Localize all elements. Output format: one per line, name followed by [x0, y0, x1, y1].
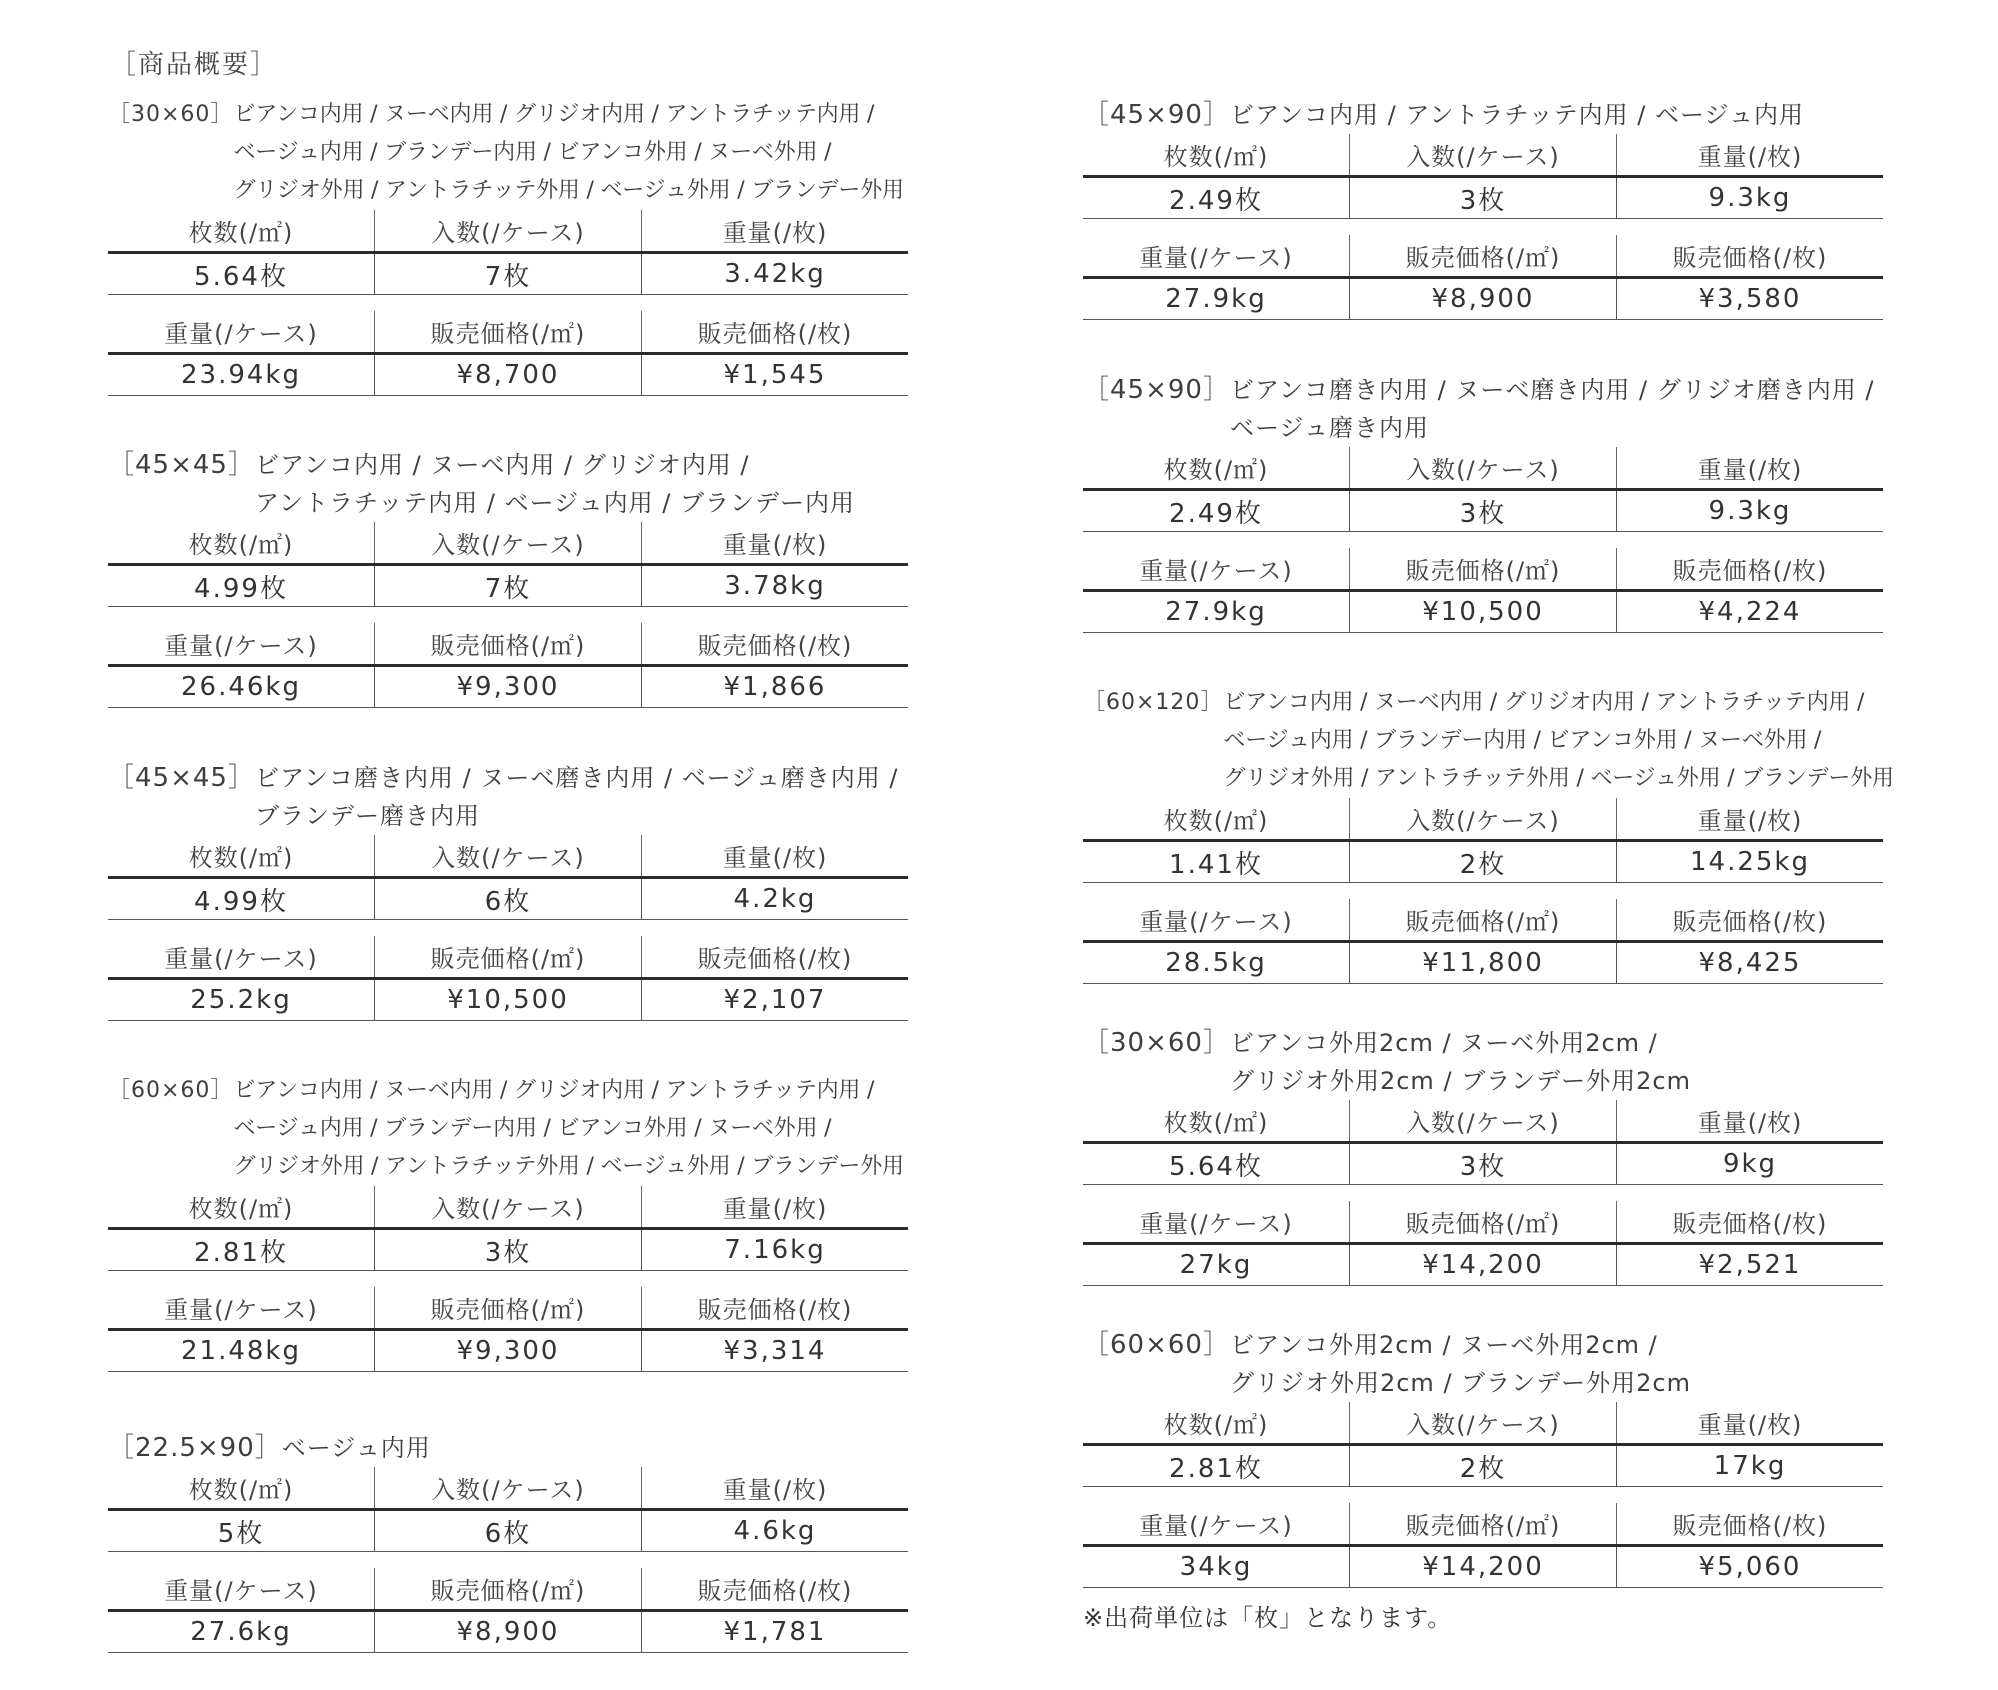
product-types [1230, 1326, 1883, 1402]
table-cell: 17kg [1616, 1446, 1883, 1486]
table-cell: 34kg [1179, 1552, 1253, 1582]
column-header: 販売価格(/㎡) [1349, 548, 1616, 589]
table-header-row [108, 1287, 908, 1328]
table-cell: 5枚 [217, 1518, 265, 1549]
product-types [1230, 96, 1883, 134]
column-header: 販売価格(/枚) [1616, 548, 1883, 589]
table-header-row [108, 1568, 908, 1609]
table-cell: ¥14,200 [1349, 1245, 1616, 1285]
product-type-line: ビアンコ内用 / ヌーベ内用 / グリジオ内用 / アントラチッテ内用 / [233, 102, 875, 127]
table-cell: 2.49枚 [1169, 498, 1263, 529]
table-cell: ¥9,300 [374, 1331, 641, 1371]
table-cell: ¥3,314 [641, 1331, 908, 1371]
column-header: 枚数(/㎡) [1163, 1109, 1269, 1137]
table-cell: 27kg [1179, 1250, 1253, 1280]
product-type-line: ビアンコ内用 / ヌーベ内用 / グリジオ内用 / アントラチッテ内用 / [1223, 690, 1865, 715]
column-header: 重量(/ケース) [164, 1577, 318, 1605]
column-header: 販売価格(/枚) [641, 623, 908, 664]
column-header: 重量(/ケース) [164, 320, 318, 348]
table-row [1083, 175, 1883, 219]
table-header-row [1083, 1402, 1883, 1443]
table-cell: 2.81枚 [194, 1237, 288, 1268]
column-header: 重量(/ケース) [1139, 1210, 1293, 1238]
table-cell: 4.99枚 [194, 573, 288, 604]
table-cell: 6枚 [374, 1511, 641, 1551]
column-header: 重量(/ケース) [1139, 244, 1293, 272]
column-header: 販売価格(/㎡) [374, 311, 641, 352]
column-header: 重量(/ケース) [1139, 1512, 1293, 1540]
column-header: 重量(/枚) [641, 210, 908, 251]
table-cell: ¥8,700 [374, 355, 641, 395]
table-cell: 4.99枚 [194, 886, 288, 917]
column-header: 入数(/ケース) [1349, 134, 1616, 175]
table-cell: ¥1,866 [641, 667, 908, 707]
size-label: ［45×45］ [108, 450, 255, 480]
column-header: 重量(/枚) [1616, 447, 1883, 488]
row-spacer [108, 295, 908, 311]
column-header: 販売価格(/枚) [641, 1568, 908, 1609]
table-row [1083, 839, 1883, 883]
product-heading [108, 446, 908, 522]
column-header: 販売価格(/㎡) [374, 1568, 641, 1609]
column-header: 入数(/ケース) [374, 1467, 641, 1508]
table-row [1083, 589, 1883, 633]
product-type-line: ビアンコ磨き内用 / ヌーベ磨き内用 / グリジオ磨き内用 / [1229, 376, 1875, 404]
column-header: 枚数(/㎡) [188, 219, 294, 247]
table-cell: ¥2,107 [641, 980, 908, 1020]
table-header-row [108, 936, 908, 977]
product-block [1083, 371, 1883, 633]
size-label: ［30×60］ [1083, 1028, 1230, 1058]
row-spacer [108, 607, 908, 623]
table-header-row [1083, 1201, 1883, 1242]
table-cell: 5.64枚 [1169, 1151, 1263, 1182]
product-type-line: グリジオ外用 / アントラチッテ外用 / ベージュ外用 / ブランデー外用 [233, 178, 904, 203]
column-header: 販売価格(/㎡) [1349, 899, 1616, 940]
product-type-line: グリジオ外用 / アントラチッテ外用 / ベージュ外用 / ブランデー外用 [233, 1154, 904, 1179]
table-cell: 25.2kg [190, 985, 292, 1015]
column-header: 重量(/枚) [641, 835, 908, 876]
row-spacer [1083, 219, 1883, 235]
table-header-row [1083, 798, 1883, 839]
table-cell: 7枚 [374, 254, 641, 294]
table-cell: 7枚 [374, 566, 641, 606]
table-cell: 9.3kg [1616, 491, 1883, 531]
product-type-line: ベージュ内用 [281, 1434, 431, 1462]
table-header-row [108, 522, 908, 563]
size-label: ［60×120］ [1083, 690, 1224, 715]
table-cell: 2枚 [1349, 1446, 1616, 1486]
product-type-line: グリジオ外用2cm / ブランデー外用2cm [1229, 1067, 1691, 1095]
table-row [108, 1508, 908, 1552]
column-header: 重量(/ケース) [1139, 557, 1293, 585]
table-cell: ¥8,425 [1616, 943, 1883, 983]
column-header: 枚数(/㎡) [1163, 456, 1269, 484]
product-type-line: ベージュ内用 / ブランデー内用 / ビアンコ外用 / ヌーベ外用 / [1223, 728, 1822, 753]
table-cell: 4.6kg [641, 1511, 908, 1551]
table-cell: ¥3,580 [1616, 279, 1883, 319]
row-spacer [1083, 1487, 1883, 1503]
product-heading [108, 759, 908, 835]
column-header: 重量(/ケース) [164, 945, 318, 973]
size-label: ［22.5×90］ [108, 1433, 282, 1463]
product-types [255, 446, 908, 522]
table-row [108, 1227, 908, 1271]
column-header: 重量(/枚) [641, 1186, 908, 1227]
product-types [1223, 684, 1893, 798]
table-header-row [108, 311, 908, 352]
column-header: 販売価格(/枚) [641, 1287, 908, 1328]
table-cell: ¥5,060 [1616, 1547, 1883, 1587]
table-cell: 3枚 [1349, 491, 1616, 531]
product-block [108, 759, 908, 1021]
product-types [233, 96, 908, 210]
table-cell: 27.9kg [1165, 284, 1267, 314]
column-header: 販売価格(/枚) [641, 311, 908, 352]
product-type-line: ビアンコ内用 / ヌーベ内用 / グリジオ内用 / [254, 451, 750, 479]
table-row [108, 1328, 908, 1372]
table-row [108, 977, 908, 1021]
table-cell: 28.5kg [1165, 948, 1267, 978]
table-row [108, 876, 908, 920]
size-label: ［45×90］ [1083, 100, 1230, 130]
table-header-row [108, 1186, 908, 1227]
table-cell: 21.48kg [181, 1336, 301, 1366]
column-header: 入数(/ケース) [374, 1186, 641, 1227]
product-types [1230, 371, 1883, 447]
column-header: 重量(/枚) [641, 522, 908, 563]
table-cell: ¥2,521 [1616, 1245, 1883, 1285]
column-header: 販売価格(/㎡) [1349, 1201, 1616, 1242]
size-label: ［45×45］ [108, 763, 255, 793]
table-row [108, 352, 908, 396]
table-cell: 2枚 [1349, 842, 1616, 882]
table-row [108, 251, 908, 295]
table-cell: ¥1,781 [641, 1612, 908, 1652]
column-header: 重量(/ケース) [164, 1296, 318, 1324]
table-row [1083, 940, 1883, 984]
table-cell: ¥10,500 [374, 980, 641, 1020]
column-header: 入数(/ケース) [374, 210, 641, 251]
product-heading [1083, 684, 1894, 798]
product-types [255, 759, 908, 835]
table-row [1083, 276, 1883, 320]
table-cell: 9.3kg [1616, 178, 1883, 218]
table-cell: 3.78kg [641, 566, 908, 606]
column-header: 販売価格(/枚) [1616, 899, 1883, 940]
table-header-row [1083, 899, 1883, 940]
table-cell: 3.42kg [641, 254, 908, 294]
row-spacer [1083, 532, 1883, 548]
product-type-line: ビアンコ外用2cm / ヌーベ外用2cm / [1229, 1029, 1658, 1057]
product-block [108, 1072, 908, 1372]
size-label: ［60×60］ [108, 1078, 234, 1103]
table-row [1083, 1443, 1883, 1487]
table-cell: ¥9,300 [374, 667, 641, 707]
product-block [1083, 1024, 1883, 1286]
column-header: 入数(/ケース) [1349, 1100, 1616, 1141]
product-type-line: ベージュ磨き内用 [1229, 414, 1430, 442]
row-spacer [1083, 883, 1883, 899]
product-block [108, 446, 908, 708]
column-header: 重量(/枚) [1616, 798, 1883, 839]
product-type-line: ビアンコ磨き内用 / ヌーベ磨き内用 / ベージュ磨き内用 / [254, 764, 899, 792]
column-header: 販売価格(/㎡) [374, 623, 641, 664]
product-type-line: ベージュ内用 / ブランデー内用 / ビアンコ外用 / ヌーベ外用 / [233, 140, 832, 165]
product-heading [1083, 371, 1883, 447]
column-header: 重量(/枚) [1616, 134, 1883, 175]
table-cell: 14.25kg [1616, 842, 1883, 882]
table-cell: 3枚 [1349, 1144, 1616, 1184]
page-title: ［商品概要］ [110, 50, 279, 80]
product-type-line: グリジオ外用2cm / ブランデー外用2cm [1229, 1369, 1691, 1397]
product-type-line: アントラチッテ内用 / ベージュ内用 / ブランデー内用 [254, 489, 856, 517]
table-row [1083, 1544, 1883, 1588]
table-header-row [1083, 447, 1883, 488]
product-types [1230, 1024, 1883, 1100]
column-header: 重量(/枚) [641, 1467, 908, 1508]
column-header: 販売価格(/㎡) [1349, 1503, 1616, 1544]
size-label: ［30×60］ [108, 102, 234, 127]
product-type-line: ブランデー磨き内用 [254, 802, 480, 830]
table-cell: 23.94kg [181, 360, 301, 390]
column-header: 枚数(/㎡) [188, 531, 294, 559]
column-header: 重量(/ケース) [1139, 908, 1293, 936]
product-heading [1083, 1024, 1883, 1100]
table-cell: 5.64枚 [194, 261, 288, 292]
footnote: ※出荷単位は「枚」となります。 [1083, 1604, 1453, 1632]
column-header: 販売価格(/枚) [641, 936, 908, 977]
row-spacer [108, 1271, 908, 1287]
table-cell: 4.2kg [641, 879, 908, 919]
size-label: ［60×60］ [1083, 1330, 1230, 1360]
table-row [108, 563, 908, 607]
column-header: 入数(/ケース) [1349, 447, 1616, 488]
table-header-row [108, 1467, 908, 1508]
table-cell: 2.81枚 [1169, 1453, 1263, 1484]
column-header: 枚数(/㎡) [188, 844, 294, 872]
table-row [108, 664, 908, 708]
column-header: 販売価格(/枚) [1616, 1503, 1883, 1544]
table-cell: 3枚 [374, 1230, 641, 1270]
column-header: 入数(/ケース) [1349, 798, 1616, 839]
column-header: 枚数(/㎡) [188, 1476, 294, 1504]
row-spacer [108, 1552, 908, 1568]
table-cell: ¥10,500 [1349, 592, 1616, 632]
table-cell: 3枚 [1349, 178, 1616, 218]
column-header: 販売価格(/㎡) [374, 936, 641, 977]
product-heading [108, 1429, 908, 1467]
product-type-line: ベージュ内用 / ブランデー内用 / ビアンコ外用 / ヌーベ外用 / [233, 1116, 832, 1141]
product-block [1083, 96, 1883, 320]
table-row [1083, 1141, 1883, 1185]
column-header: 入数(/ケース) [374, 522, 641, 563]
column-header: 重量(/枚) [1616, 1100, 1883, 1141]
table-row [1083, 488, 1883, 532]
column-header: 重量(/枚) [1616, 1402, 1883, 1443]
table-cell: ¥14,200 [1349, 1547, 1616, 1587]
table-row [1083, 1242, 1883, 1286]
product-types [233, 1072, 908, 1186]
product-type-line: ビアンコ内用 / アントラチッテ内用 / ベージュ内用 [1229, 101, 1805, 129]
table-cell: ¥8,900 [1349, 279, 1616, 319]
table-header-row [108, 210, 908, 251]
table-header-row [1083, 235, 1883, 276]
product-heading [108, 96, 908, 210]
product-heading [108, 1072, 908, 1186]
product-block [108, 96, 908, 396]
column-header: 販売価格(/㎡) [374, 1287, 641, 1328]
table-cell: 7.16kg [641, 1230, 908, 1270]
table-cell: 9kg [1616, 1144, 1883, 1184]
table-cell: 26.46kg [181, 672, 301, 702]
column-header: 販売価格(/㎡) [1349, 235, 1616, 276]
column-header: 枚数(/㎡) [188, 1195, 294, 1223]
product-type-line: ビアンコ内用 / ヌーベ内用 / グリジオ内用 / アントラチッテ内用 / [233, 1078, 875, 1103]
column-header: 重量(/ケース) [164, 632, 318, 660]
product-type-line: グリジオ外用 / アントラチッテ外用 / ベージュ外用 / ブランデー外用 [1223, 766, 1894, 791]
column-header: 枚数(/㎡) [1163, 807, 1269, 835]
table-cell: 27.6kg [190, 1617, 292, 1647]
table-header-row [108, 623, 908, 664]
product-block [1083, 684, 1894, 984]
column-header: 入数(/ケース) [374, 835, 641, 876]
table-cell: ¥1,545 [641, 355, 908, 395]
table-cell: ¥11,800 [1349, 943, 1616, 983]
table-row [108, 1609, 908, 1653]
row-spacer [1083, 1185, 1883, 1201]
product-heading [1083, 1326, 1883, 1402]
table-header-row [1083, 548, 1883, 589]
product-heading [1083, 96, 1883, 134]
table-cell: 1.41枚 [1169, 849, 1263, 880]
table-cell: ¥8,900 [374, 1612, 641, 1652]
size-label: ［45×90］ [1083, 375, 1230, 405]
column-header: 販売価格(/枚) [1616, 1201, 1883, 1242]
row-spacer [108, 920, 908, 936]
table-header-row [1083, 1100, 1883, 1141]
product-types [282, 1429, 908, 1467]
column-header: 販売価格(/枚) [1616, 235, 1883, 276]
table-header-row [1083, 1503, 1883, 1544]
column-header: 枚数(/㎡) [1163, 143, 1269, 171]
table-cell: ¥4,224 [1616, 592, 1883, 632]
table-cell: 2.49枚 [1169, 185, 1263, 216]
product-block [108, 1429, 908, 1653]
column-header: 入数(/ケース) [1349, 1402, 1616, 1443]
product-type-line: ビアンコ外用2cm / ヌーベ外用2cm / [1229, 1331, 1658, 1359]
table-header-row [108, 835, 908, 876]
product-block [1083, 1326, 1883, 1588]
column-header: 枚数(/㎡) [1163, 1411, 1269, 1439]
table-cell: 6枚 [374, 879, 641, 919]
table-header-row [1083, 134, 1883, 175]
table-cell: 27.9kg [1165, 597, 1267, 627]
